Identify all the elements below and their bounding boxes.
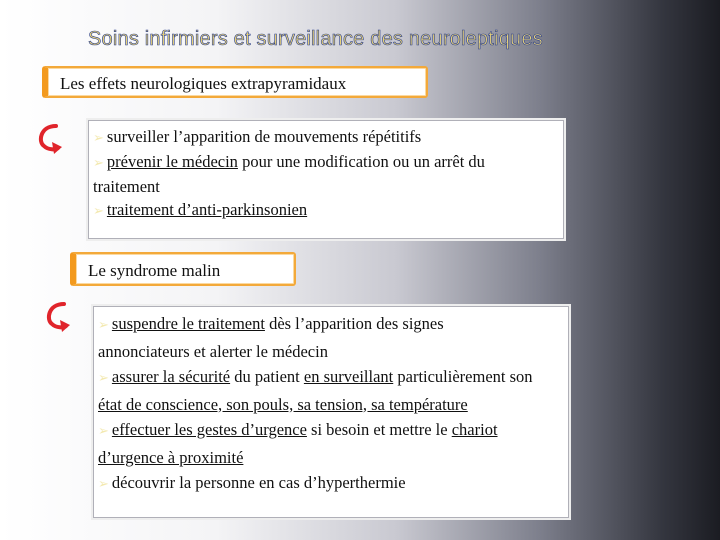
list-item: ➢ surveiller l’apparition de mouvements répétitifs <box>93 127 422 146</box>
section2-content <box>93 306 569 518</box>
arrow-right-icon: ➢ <box>93 156 104 171</box>
section-header-extrapyramidal: Les effets neurologiques extrapyramidaux <box>42 66 428 98</box>
arrow-right-icon: ➢ <box>93 204 104 219</box>
section1-content <box>88 120 564 239</box>
list-item: ➢ prévenir le médecin pour une modification ou un arrêt du traitement <box>93 152 485 196</box>
section-header-malignant-syndrome: Le syndrome malin <box>70 252 296 286</box>
list-item: ➢ découvrir la personne en cas d’hyperthermie <box>98 473 406 492</box>
slide-title: Soins infirmiers et surveillance des neuroleptiques <box>88 28 543 50</box>
list-item: ➢ traitement d’anti-parkinsonien <box>93 200 308 219</box>
curved-arrow-icon <box>42 298 78 338</box>
arrow-right-icon: ➢ <box>98 477 109 492</box>
arrow-right-icon: ➢ <box>93 131 104 146</box>
arrow-right-icon: ➢ <box>98 371 109 386</box>
curved-arrow-icon <box>34 120 70 160</box>
list-item: ➢ assurer la sécurité du patient en surveillant particulièrement son état de conscience, son pouls, sa tension, sa température <box>98 367 533 414</box>
arrow-right-icon: ➢ <box>98 424 109 439</box>
arrow-right-icon: ➢ <box>98 318 109 333</box>
list-item: ➢ suspendre le traitement dès l’apparition des signes annonciateurs et alerter le médecin <box>98 314 444 361</box>
list-item: ➢ effectuer les gestes d’urgence si besoin et mettre le chariot d’urgence à proximité <box>98 420 498 467</box>
